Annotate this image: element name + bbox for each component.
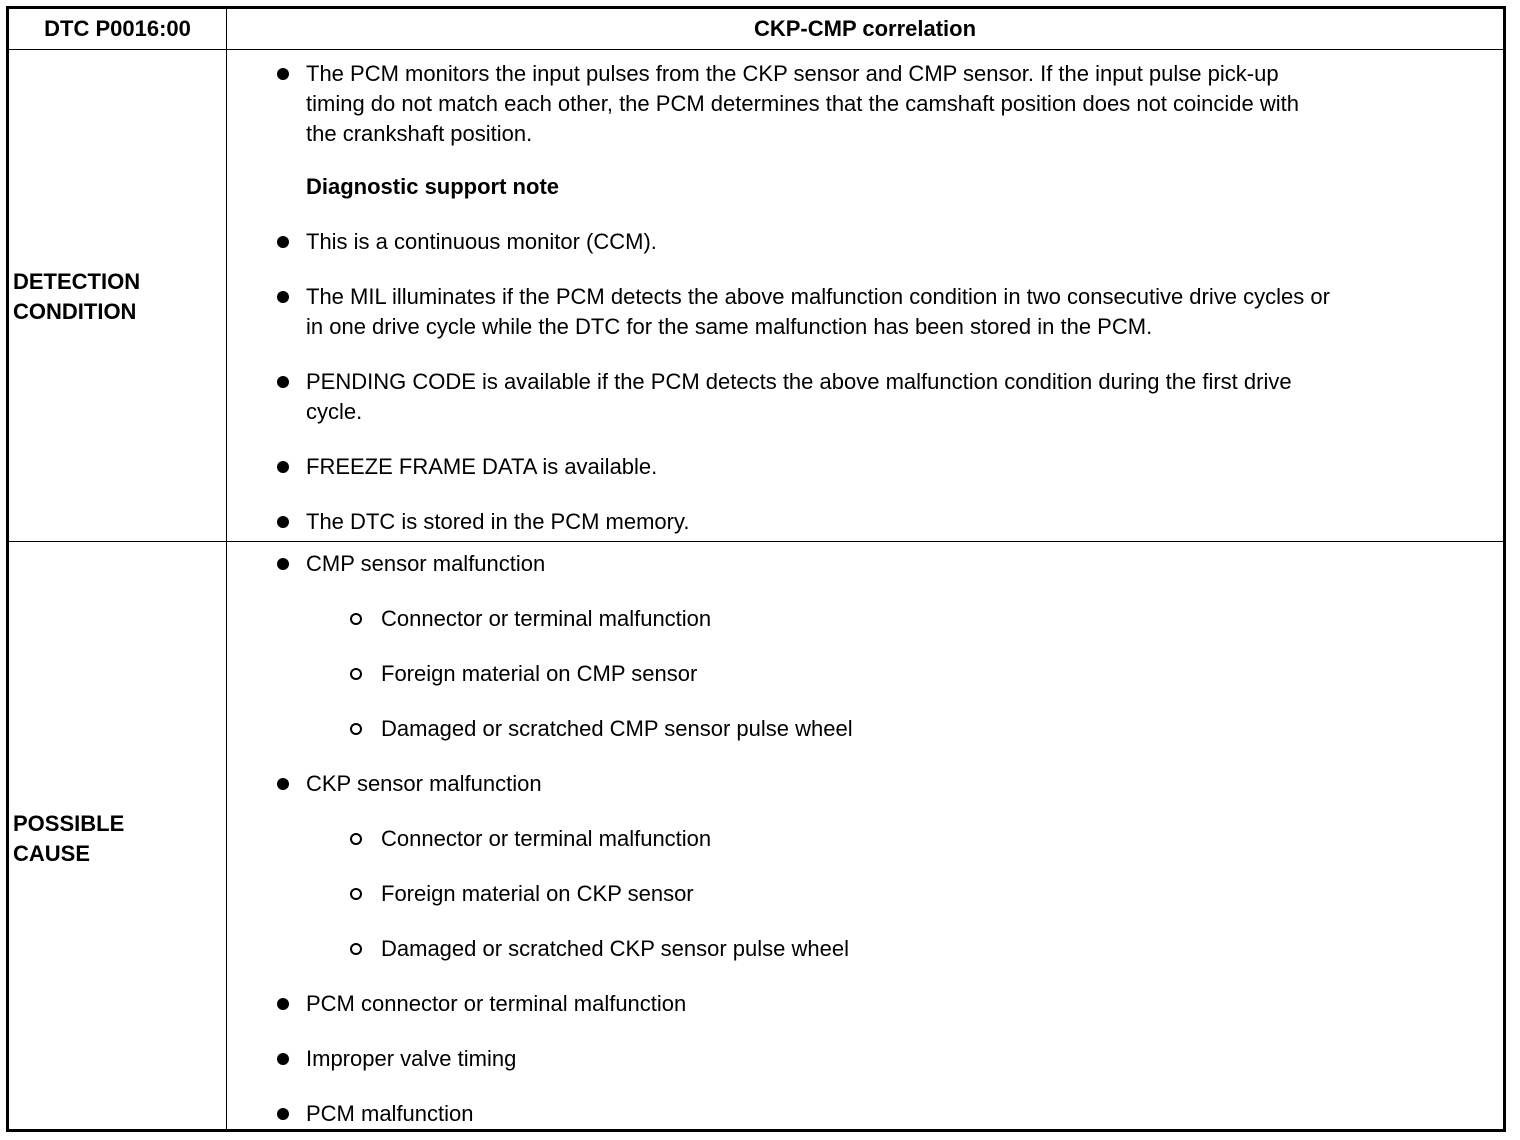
- row-divider: [9, 541, 1503, 542]
- sub-bullet-icon: [350, 888, 362, 900]
- detection-label-line1: DETECTION: [13, 269, 141, 294]
- dtc-table: [6, 6, 1506, 1132]
- pending-line2: cycle.: [306, 399, 363, 424]
- sub-bullet-icon: [350, 613, 362, 625]
- dtc-code: DTC P0016:00: [44, 16, 191, 41]
- monitor-line3: the crankshaft position.: [306, 121, 533, 146]
- note-mil-illuminates: [306, 282, 1330, 342]
- dtc-title: CKP-CMP correlation: [753, 16, 977, 41]
- note-pending-code: [306, 367, 1292, 427]
- bullet-icon: [277, 998, 289, 1010]
- detection-label-line2: CONDITION: [13, 299, 137, 324]
- detection-condition-label: [13, 267, 223, 327]
- cause-pcm-connector: PCM connector or terminal malfunction: [306, 991, 687, 1016]
- pending-line1: PENDING CODE is available if the PCM detects the above malfunction condition during the first drive: [306, 369, 1292, 394]
- cause-ckp-pulse-wheel: Damaged or scratched CKP sensor pulse wheel: [381, 936, 849, 961]
- bullet-icon: [277, 236, 289, 248]
- header-divider: [9, 49, 1503, 50]
- note-continuous-monitor: This is a continuous monitor (CCM).: [306, 229, 657, 254]
- monitor-description: [306, 59, 1299, 149]
- cause-label-line1: POSSIBLE: [13, 811, 125, 836]
- mil-line1: The MIL illuminates if the PCM detects the above malfunction condition in two consecutive drive cycles or: [306, 284, 1330, 309]
- column-divider: [226, 9, 227, 1129]
- bullet-icon: [277, 778, 289, 790]
- bullet-icon: [277, 516, 289, 528]
- mil-line2: in one drive cycle while the DTC for the same malfunction has been stored in the PCM.: [306, 314, 1153, 339]
- cause-cmp-connector: Connector or terminal malfunction: [381, 606, 712, 631]
- cause-ckp-connector: Connector or terminal malfunction: [381, 826, 712, 851]
- cause-ckp-sensor: CKP sensor malfunction: [306, 771, 542, 796]
- cause-ckp-foreign-material: Foreign material on CKP sensor: [381, 881, 694, 906]
- note-freeze-frame: FREEZE FRAME DATA is available.: [306, 454, 658, 479]
- sub-bullet-icon: [350, 943, 362, 955]
- cause-cmp-sensor: CMP sensor malfunction: [306, 551, 546, 576]
- monitor-line1: The PCM monitors the input pulses from the CKP sensor and CMP sensor. If the input pulse pick-up: [306, 61, 1279, 86]
- cause-cmp-foreign-material: Foreign material on CMP sensor: [381, 661, 698, 686]
- cause-label-line2: CAUSE: [13, 841, 91, 866]
- diagnostic-support-note-heading: Diagnostic support note: [306, 174, 559, 199]
- note-dtc-stored: The DTC is stored in the PCM memory.: [306, 509, 690, 534]
- sub-bullet-icon: [350, 833, 362, 845]
- bullet-icon: [277, 1053, 289, 1065]
- bullet-icon: [277, 558, 289, 570]
- bullet-icon: [277, 291, 289, 303]
- bullet-icon: [277, 68, 289, 80]
- monitor-line2: timing do not match each other, the PCM determines that the camshaft position does not coincide with: [306, 91, 1299, 116]
- bullet-icon: [277, 376, 289, 388]
- cause-cmp-pulse-wheel: Damaged or scratched CMP sensor pulse wheel: [381, 716, 853, 741]
- cause-pcm-malfunction: PCM malfunction: [306, 1101, 474, 1126]
- cause-valve-timing: Improper valve timing: [306, 1046, 517, 1071]
- bullet-icon: [277, 461, 289, 473]
- sub-bullet-icon: [350, 668, 362, 680]
- bullet-icon: [277, 1108, 289, 1120]
- sub-bullet-icon: [350, 723, 362, 735]
- possible-cause-label: [13, 809, 223, 869]
